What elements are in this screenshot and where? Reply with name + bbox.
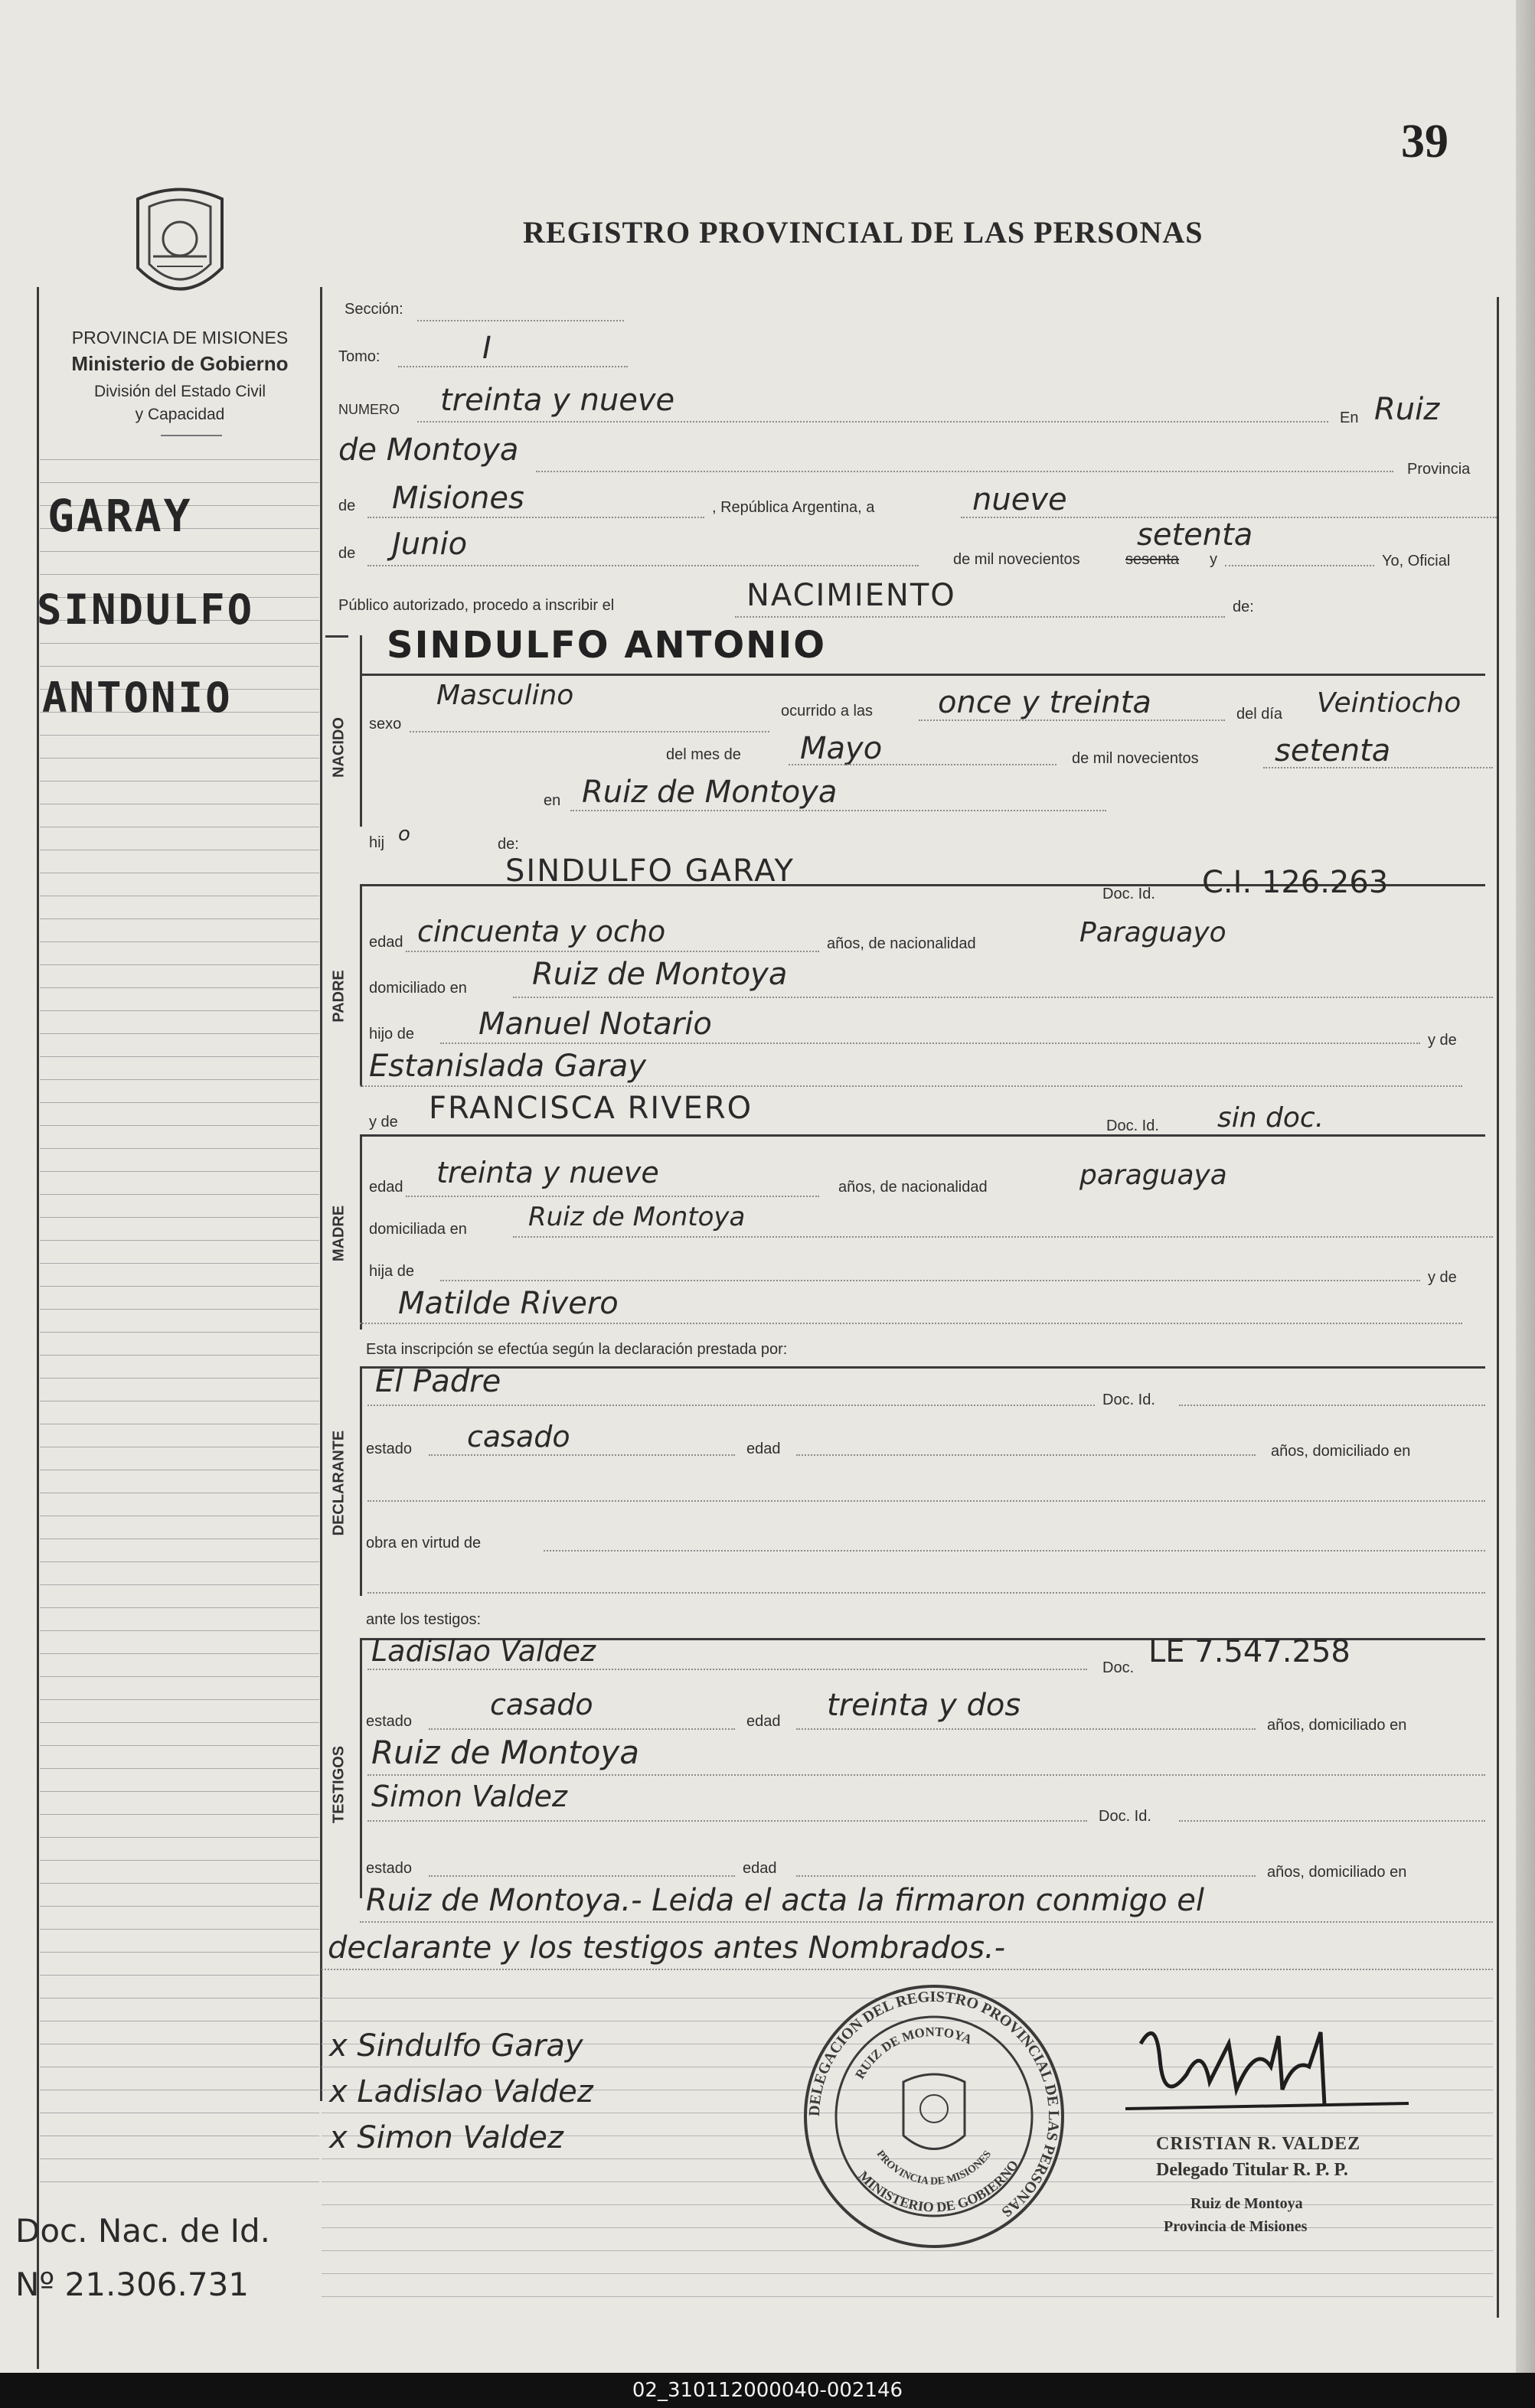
margin-rule-line: [40, 1584, 319, 1585]
label-republica: , República Argentina, a: [712, 499, 875, 516]
margin-rule-line: [40, 1952, 319, 1953]
margin-rule-line: [40, 918, 319, 919]
margin-rule-line: [40, 482, 319, 483]
margin-doc-line-2: Nº 21.306.731: [15, 2266, 250, 2303]
entry-testigo-1-dom: Ruiz de Montoya: [371, 1734, 640, 1771]
label-y-de-padre: y de: [1428, 1032, 1457, 1049]
label-doc-id-padre: Doc. Id.: [1102, 886, 1155, 902]
entry-madre-doc: sin doc.: [1217, 1102, 1324, 1134]
margin-surname: GARAY: [47, 490, 193, 542]
label-edad-testigo-2: edad: [743, 1860, 777, 1877]
margin-rule-line: [40, 1883, 319, 1884]
label-del-mes-de: del mes de: [666, 746, 741, 763]
entry-declarante-estado: casado: [467, 1420, 570, 1454]
label-esta-inscripcion: Esta inscripción se efectúa según la declaración prestada por:: [366, 1341, 788, 1358]
label-sexo: sexo: [369, 716, 402, 733]
label-y-de-madre-prefix: y de: [369, 1114, 398, 1131]
label-estado-declarante: estado: [366, 1441, 413, 1457]
entry-hij-suffix: o: [398, 823, 410, 846]
struck-word: sesenta: [1125, 551, 1180, 568]
closing-line-2: declarante y los testigos antes Nombrados.-: [328, 1930, 1006, 1966]
side-label-nacido: NACIDO: [330, 717, 348, 778]
entry-mes-nac: Mayo: [800, 731, 883, 766]
label-de-2: de: [338, 545, 356, 562]
ministry-underline: [161, 435, 222, 436]
label-publico: Público autorizado, procedo a inscribir el: [338, 597, 615, 614]
label-y-de-madre: y de: [1428, 1269, 1457, 1286]
division-line-2: y Capacidad: [135, 406, 225, 423]
entry-padre-nac: Paraguayo: [1079, 917, 1226, 948]
label-de-mil-novecientos: de mil novecientos: [953, 551, 1080, 568]
margin-rule-line: [40, 1263, 319, 1264]
label-ante-testigos: ante los testigos:: [366, 1611, 482, 1628]
entry-acto: NACIMIENTO: [746, 578, 956, 613]
bottom-rule-line: [322, 2296, 1493, 2297]
signature-testigo-2: x Simon Valdez: [329, 2120, 563, 2155]
label-de-1: de: [338, 498, 356, 514]
margin-rule-line: [40, 758, 319, 759]
margin-name-2: ANTONIO: [42, 674, 233, 722]
entry-padre-dom: Ruiz de Montoya: [532, 957, 788, 992]
entry-mes: Junio: [392, 527, 468, 562]
label-doc-id-declarante: Doc. Id.: [1102, 1392, 1155, 1408]
label-domiciliado-padre: domiciliado en: [369, 980, 467, 997]
label-hija-de: hija de: [369, 1263, 414, 1280]
entry-anio-nac: setenta: [1275, 733, 1391, 768]
seal-inner-bottom-text: PROVINCIA DE MISIONES: [874, 2149, 994, 2188]
margin-rule-line: [40, 964, 319, 965]
side-label-madre: MADRE: [330, 1205, 348, 1262]
label-en-small: en: [544, 792, 561, 809]
bottom-rule-line: [322, 2273, 1493, 2274]
entry-nombre: SINDULFO ANTONIO: [387, 624, 827, 667]
entry-madre-nac: paraguaya: [1079, 1160, 1227, 1191]
right-border: [1497, 297, 1499, 2318]
margin-rule-line: [40, 1217, 319, 1218]
entry-provincia: Misiones: [392, 481, 524, 516]
seal-bottom-text: MINISTERIO DE GOBIERNO: [855, 2157, 1022, 2215]
margin-rule-line: [40, 2158, 319, 2159]
margin-rule-line: [40, 1148, 319, 1149]
margin-rule-line: [40, 1676, 319, 1677]
margin-rule-line: [40, 1378, 319, 1379]
entry-madre-edad: treinta y nueve: [436, 1156, 659, 1189]
margin-rule-line: [40, 1630, 319, 1631]
label-anos-dom-declarante: años, domiciliado en: [1271, 1443, 1411, 1460]
label-del-dia: del día: [1236, 706, 1283, 723]
entry-madre: FRANCISCA RIVERO: [429, 1091, 753, 1126]
label-de-hij: de:: [498, 836, 519, 853]
margin-rule-line: [40, 1056, 319, 1057]
margin-rule-line: [40, 1171, 319, 1172]
ministry-name: Ministerio de Gobierno: [71, 352, 289, 375]
margin-rule-line: [40, 1355, 319, 1356]
margin-rule-line: [40, 1699, 319, 1700]
entry-declarante: El Padre: [375, 1364, 501, 1399]
label-nacionalidad-padre: años, de nacionalidad: [827, 935, 976, 952]
entry-testigo-1: Ladislao Valdez: [371, 1634, 596, 1668]
label-seccion: Sección:: [345, 301, 403, 318]
label-doc-id-madre: Doc. Id.: [1106, 1118, 1159, 1134]
margin-rule-line: [40, 1722, 319, 1723]
margin-rule-line: [40, 1079, 319, 1080]
entry-padre-edad: cincuenta y ocho: [417, 915, 666, 948]
margin-rule-line: [40, 551, 319, 552]
margin-rule-line: [40, 666, 319, 667]
official-place-1: Ruiz de Montoya: [1190, 2195, 1303, 2212]
entry-padre-y-de: Estanislada Garay: [369, 1049, 646, 1084]
side-label-testigos: TESTIGOS: [330, 1745, 348, 1824]
label-doc-testigo-1: Doc.: [1102, 1659, 1135, 1676]
margin-doc-line-1: Doc. Nac. de Id.: [15, 2212, 271, 2250]
margin-rule-line: [40, 1194, 319, 1195]
label-domiciliada: domiciliada en: [369, 1221, 467, 1238]
division-line-1: División del Estado Civil: [93, 383, 266, 400]
page-edge: [1516, 0, 1535, 2373]
margin-rule-line: [40, 2181, 319, 2182]
margin-rule-line: [40, 987, 319, 988]
entry-padre-doc: C.I. 126.263: [1202, 865, 1389, 900]
margin-rule-line: [40, 1125, 319, 1126]
margin-rule-line: [40, 1814, 319, 1815]
label-provincia: Provincia: [1407, 461, 1471, 478]
province-name: PROVINCIA DE MISIONES: [71, 328, 289, 347]
label-obra: obra en virtud de: [366, 1535, 482, 1551]
label-edad-madre: edad: [369, 1179, 403, 1196]
closing-line-1: Ruiz de Montoya.- Leida el acta la firmaron conmigo el: [366, 1883, 1204, 1918]
label-anos-dom-testigo-2: años, domiciliado en: [1267, 1864, 1407, 1881]
seal-inner-text: RUIZ DE MONTOYA: [852, 2024, 975, 2082]
entry-padre: SINDULFO GARAY: [505, 853, 795, 889]
entry-lugar-nac: Ruiz de Montoya: [582, 775, 838, 810]
document-title: REGISTRO PROVINCIAL DE LAS PERSONAS: [523, 215, 1204, 250]
label-de-mil-novecientos-2: de mil novecientos: [1072, 750, 1199, 767]
entry-dia-nac: Veintiocho: [1317, 687, 1462, 719]
entry-testigo-2: Simon Valdez: [371, 1780, 567, 1813]
label-edad-padre: edad: [369, 934, 403, 951]
official-title: Delegado Titular R. P. P.: [1156, 2160, 1348, 2180]
margin-rule-line: [40, 1906, 319, 1907]
entry-tomo: I: [482, 331, 492, 366]
entry-padre-hijo-de: Manuel Notario: [478, 1007, 712, 1042]
margin-rule-line: [40, 1975, 319, 1976]
margin-rule-line: [40, 1998, 319, 1999]
margin-rule-line: [40, 1837, 319, 1838]
margin-rule-line: [40, 1286, 319, 1287]
bottom-rule-line: [322, 2250, 1493, 2251]
label-nacionalidad-madre: años, de nacionalidad: [838, 1179, 988, 1196]
side-label-declarante: DECLARANTE: [330, 1430, 348, 1536]
margin-rule-line: [40, 1240, 319, 1241]
margin-rule-line: [40, 1561, 319, 1562]
official-seal: [800, 1982, 1068, 2250]
margin-rule-line: [40, 1653, 319, 1654]
entry-dia: nueve: [972, 482, 1067, 517]
margin-rule-line: [40, 1309, 319, 1310]
label-estado-testigo-1: estado: [366, 1713, 413, 1730]
label-edad-declarante: edad: [746, 1441, 781, 1457]
margin-rule-line: [40, 1745, 319, 1746]
margin-rule-line: [40, 574, 319, 575]
margin-rule-line: [40, 1538, 319, 1539]
margin-rule-line: [40, 459, 319, 460]
entry-madre-dom: Ruiz de Montoya: [528, 1202, 746, 1232]
label-edad-testigo-1: edad: [746, 1713, 781, 1730]
margin-rule-line: [40, 643, 319, 644]
margin-rule-line: [40, 1607, 319, 1608]
label-estado-testigo-2: estado: [366, 1860, 413, 1877]
official-signature-icon: [1125, 2013, 1416, 2128]
entry-lugar-2: de Montoya: [338, 432, 519, 468]
margin-rule-line: [40, 941, 319, 942]
margin-rule-line: [40, 1929, 319, 1930]
label-anos-dom-testigo-1: años, domiciliado en: [1267, 1717, 1407, 1734]
label-ocurrido: ocurrido a las: [781, 703, 874, 719]
signature-testigo-1: x Ladislao Valdez: [329, 2074, 593, 2109]
side-label-padre: PADRE: [330, 970, 348, 1023]
seal-outer-text: DELEGACION DEL REGISTRO PROVINCIAL DE LAS PERSONAS: [805, 1988, 1063, 2220]
margin-rule-line: [40, 1768, 319, 1769]
margin-rule-line: [40, 1010, 319, 1011]
entry-numero: treinta y nueve: [440, 383, 675, 418]
label-y: y: [1210, 551, 1217, 568]
entry-anio: setenta: [1137, 517, 1253, 553]
signature-declarante: x Sindulfo Garay: [329, 2028, 583, 2064]
label-tomo: Tomo:: [338, 348, 380, 365]
provincial-crest-icon: [122, 184, 237, 306]
entry-madre-y-de: Matilde Rivero: [398, 1286, 619, 1321]
margin-rule-line: [40, 1860, 319, 1861]
label-hij: hij: [369, 834, 385, 851]
column-divider: [320, 287, 322, 2101]
footer-id: 02_310112000040-002146: [632, 2379, 903, 2402]
margin-name-1: SINDULFO: [37, 586, 255, 634]
label-de-colon: de:: [1233, 599, 1254, 615]
entry-testigo-1-estado: casado: [490, 1688, 593, 1721]
margin-rule-line: [40, 1332, 319, 1333]
entry-lugar-1: Ruiz: [1374, 392, 1440, 427]
page-number: 39: [1401, 116, 1448, 168]
entry-testigo-1-edad: treinta y dos: [827, 1688, 1021, 1723]
label-doc-id-testigo-2: Doc. Id.: [1099, 1808, 1151, 1825]
entry-testigo-1-doc: LE 7.547.258: [1148, 1634, 1350, 1669]
margin-rule-line: [40, 1033, 319, 1034]
entry-sexo: Masculino: [436, 680, 574, 711]
label-yo-oficial: Yo, Oficial: [1382, 553, 1451, 569]
margin-rule-line: [40, 735, 319, 736]
label-hijo-de: hijo de: [369, 1026, 414, 1042]
label-en: En: [1340, 409, 1359, 426]
official-name: CRISTIAN R. VALDEZ: [1156, 2134, 1361, 2154]
label-numero: NUMERO: [338, 402, 400, 417]
official-place-2: Provincia de Misiones: [1164, 2218, 1308, 2235]
entry-hora: once y treinta: [938, 685, 1151, 720]
margin-rule-line: [40, 1102, 319, 1103]
margin-rule-line: [40, 1791, 319, 1792]
